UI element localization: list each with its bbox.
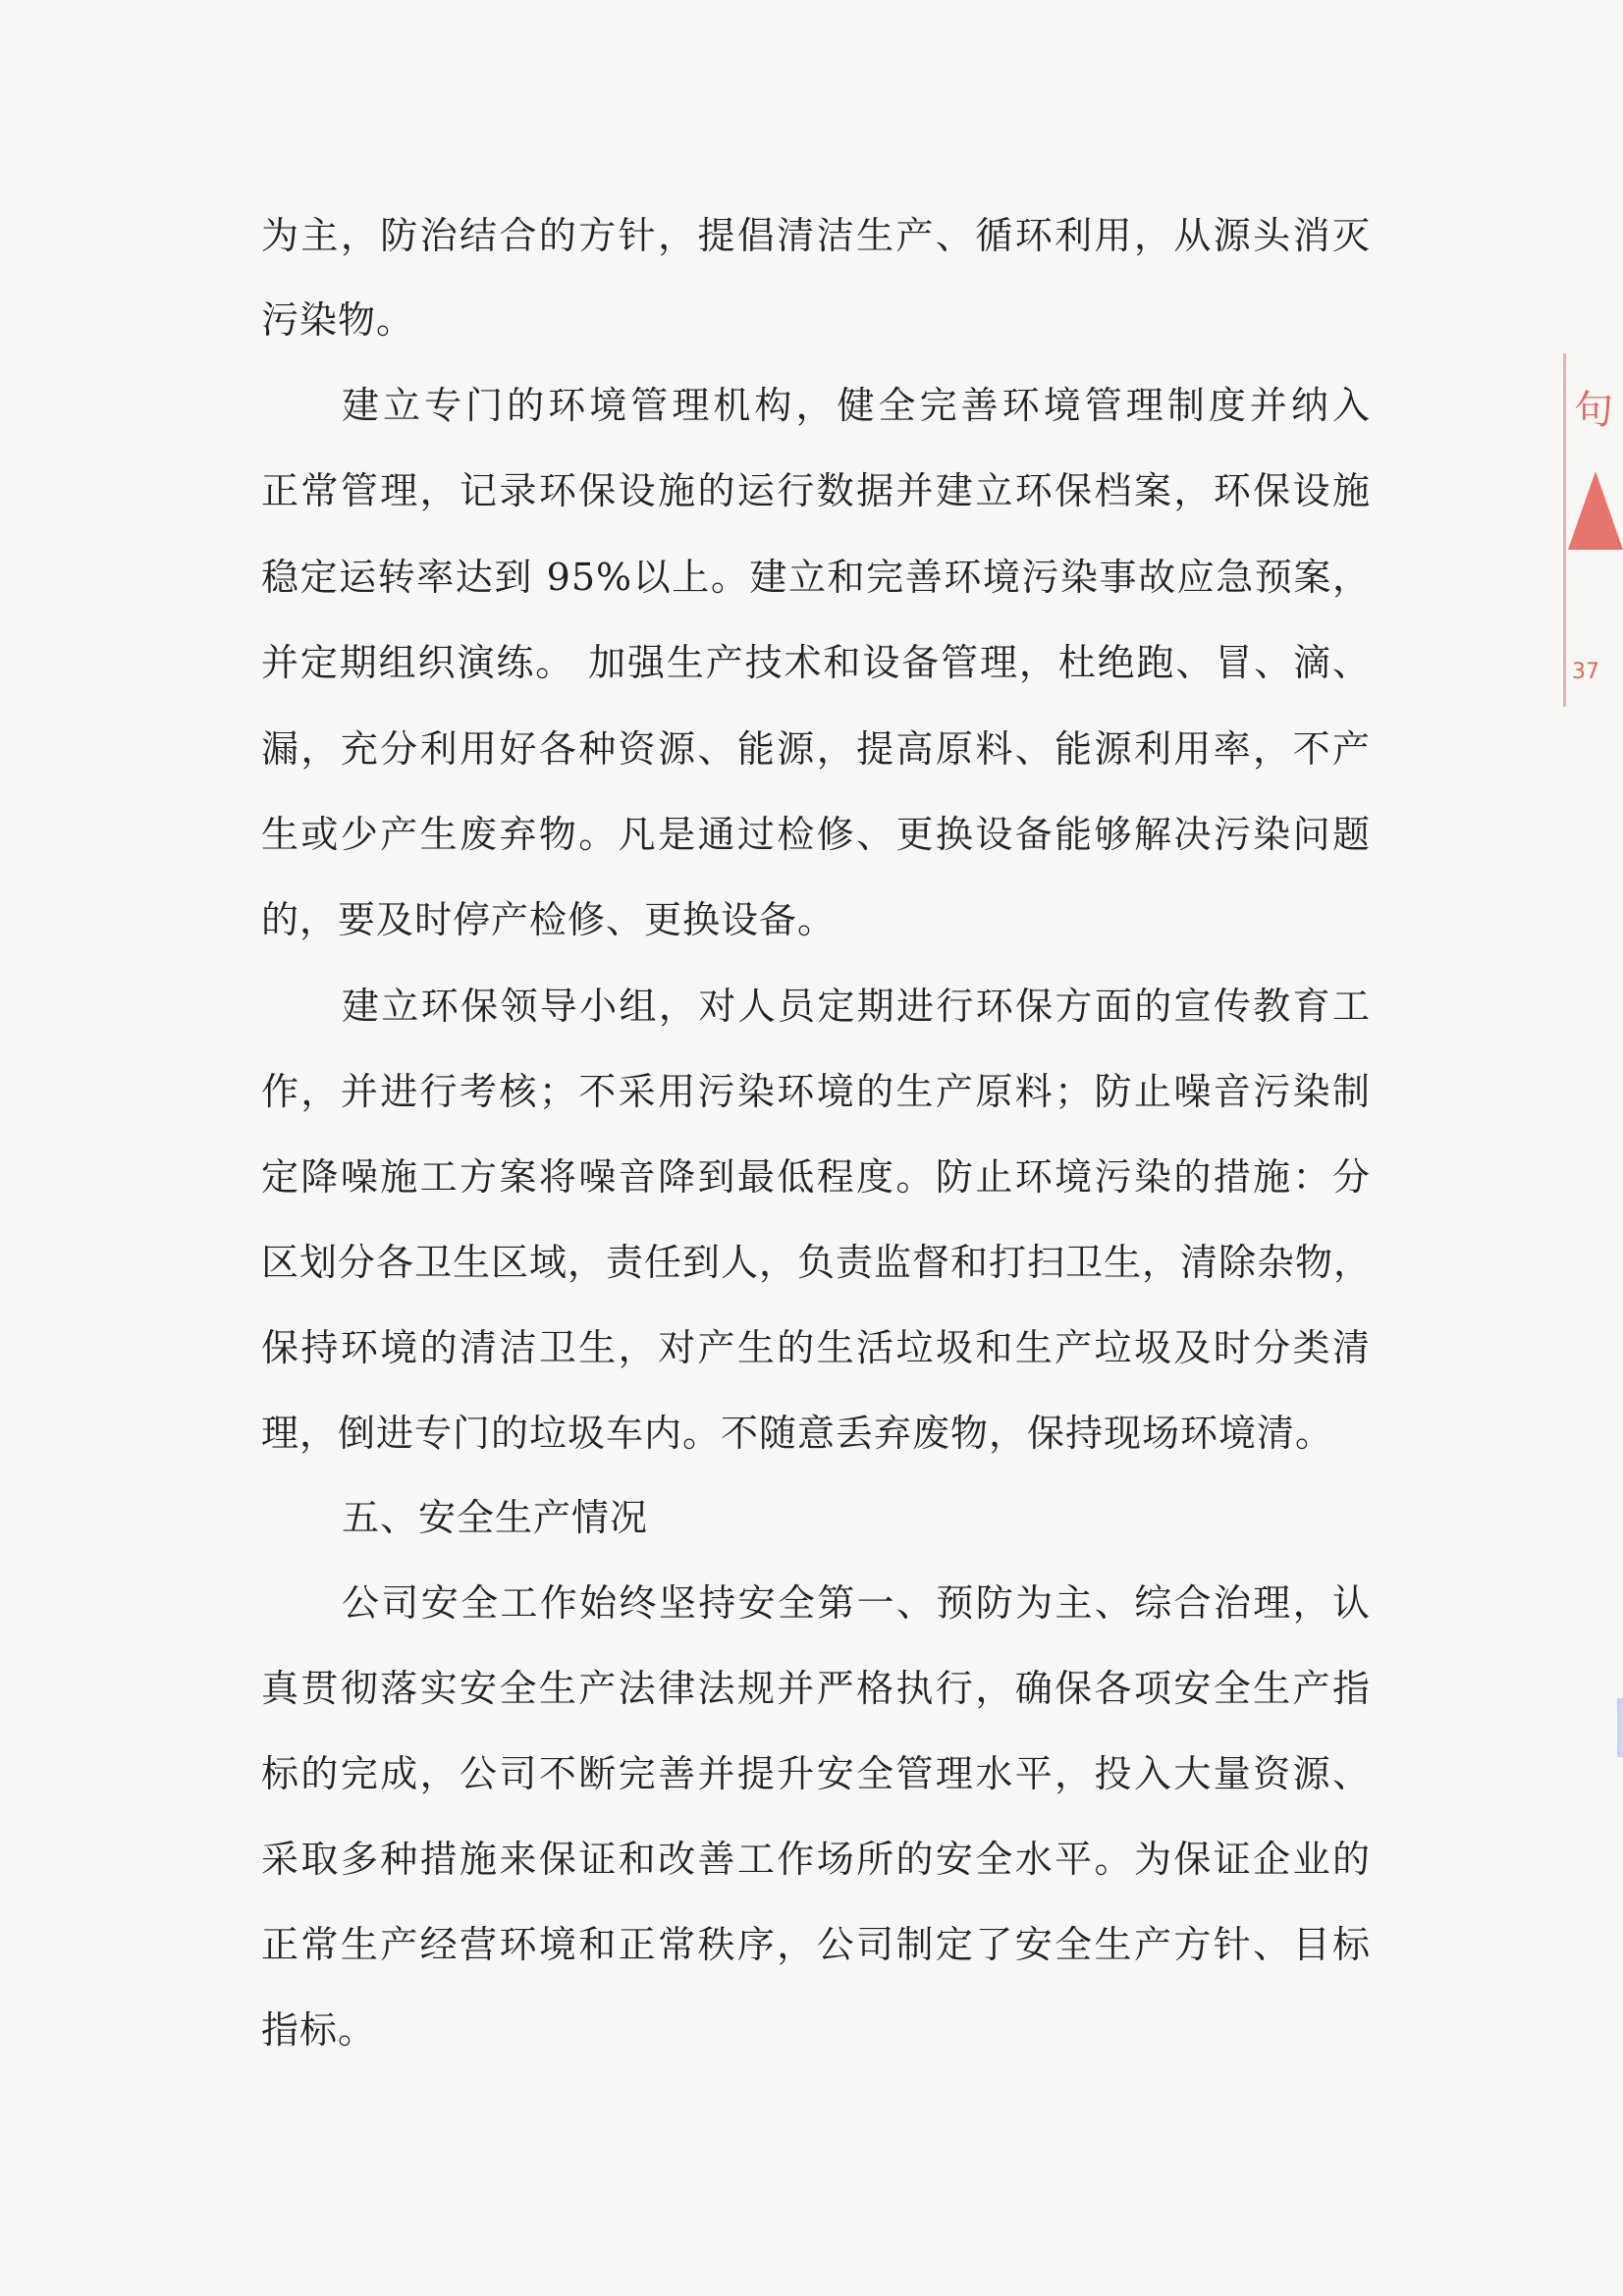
text-line: 定降噪施工方案将噪音降到最低程度。防止环境污染的措施：分 — [261, 1155, 1371, 1199]
text-line: 保持环境的清洁卫生，对产生的生活垃圾和生产垃圾及时分类清 — [261, 1326, 1371, 1369]
seal-glyph: 句 — [1574, 388, 1613, 433]
text-line: 正常生产经营环境和正常秩序，公司制定了安全生产方针、目标 — [261, 1923, 1371, 1966]
text-line: 生或少产生废弃物。凡是通过检修、更换设备能够解决污染问题 — [261, 813, 1371, 856]
text-line: 采取多种措施来保证和改善工作场所的安全水平。为保证企业的 — [261, 1838, 1371, 1881]
text-line: 标的完成，公司不断完善并提升安全管理水平，投入大量资源、 — [261, 1752, 1371, 1795]
section-heading: 五、安全生产情况 — [342, 1496, 649, 1539]
text-line: 稳定运转率达到 95%以上。建立和完善环境污染事故应急预案， — [261, 556, 1371, 599]
seal-number: 37 — [1572, 660, 1599, 684]
text-line: 真贯彻落实安全生产法律法规并严格执行，确保各项安全生产指 — [261, 1667, 1371, 1710]
text-line: 污染物。 — [261, 298, 415, 342]
text-line: 正常管理，记录环保设施的运行数据并建立环保档案，环保设施 — [261, 469, 1371, 512]
seal-star-icon — [1568, 471, 1623, 550]
text-line: 指标。 — [261, 2008, 377, 2052]
text-line: 并定期组织演练。 加强生产技术和设备管理，杜绝跑、冒、滴、 — [261, 641, 1371, 684]
text-line: 作，并进行考核；不采用污染环境的生产原料；防止噪音污染制 — [261, 1070, 1371, 1113]
text-line: 区划分各卫生区域，责任到人，负责监督和打扫卫生，清除杂物， — [261, 1241, 1373, 1284]
text-line: 建立专门的环境管理机构，健全完善环境管理制度并纳入 — [342, 384, 1371, 427]
text-line: 的，要及时停产检修、更换设备。 — [261, 898, 837, 941]
red-seal-stamp — [1563, 353, 1623, 707]
text-line: 理，倒进专门的垃圾车内。不随意丢弃废物，保持现场环境清。 — [261, 1412, 1334, 1455]
scan-edge-mark — [1617, 1698, 1623, 1757]
text-line: 公司安全工作始终坚持安全第一、预防为主、综合治理，认 — [342, 1581, 1371, 1625]
text-line: 漏，充分利用好各种资源、能源，提高原料、能源利用率，不产 — [261, 727, 1371, 771]
text-line: 建立环保领导小组，对人员定期进行环保方面的宣传教育工 — [342, 985, 1371, 1028]
text-line: 为主，防治结合的方针，提倡清洁生产、循环利用，从源头消灭 — [261, 214, 1371, 257]
